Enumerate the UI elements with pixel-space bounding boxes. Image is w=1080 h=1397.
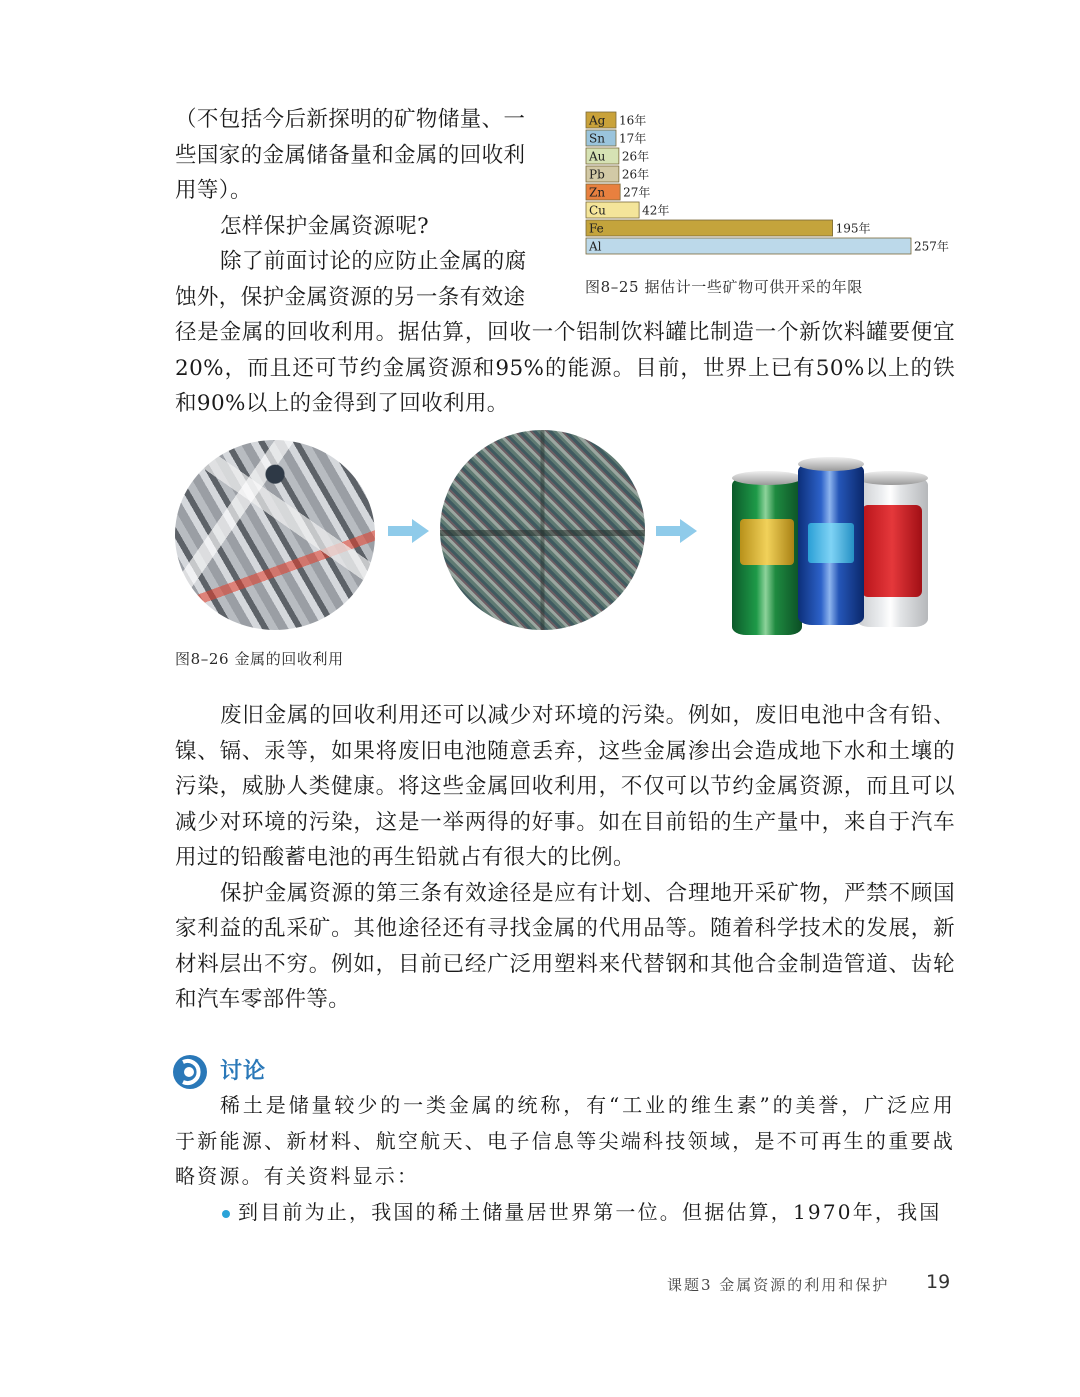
category-label: Au bbox=[589, 149, 606, 164]
category-label: Cu bbox=[589, 203, 606, 218]
red-can bbox=[856, 477, 928, 627]
mining-paragraph: 保护金属资源的第三条有效途径是应有计划、合理地开采矿物，严禁不顾国家利益的乱采矿。其他途径还有寻找金属的代用品等。随着科学技术的发展，新材料层出不穷。例如，目前已经广泛用塑料来代替钢和其他合金制造管道、齿轮和汽车零部件等。 bbox=[175, 880, 955, 1012]
new-cans-photo bbox=[720, 455, 940, 645]
intro-line: （不包括今后新探明的矿物储量、一 bbox=[175, 107, 526, 132]
value-label: 42年 bbox=[642, 203, 670, 218]
mineral-years-bar-chart bbox=[585, 110, 965, 270]
category-label: Pb bbox=[589, 167, 605, 182]
value-label: 257年 bbox=[914, 239, 949, 254]
bullet-dot-icon bbox=[222, 1210, 230, 1218]
intro-line: 用等）。 bbox=[175, 178, 252, 203]
pollution-paragraph: 废旧金属的回收利用还可以减少对环境的污染。例如，废旧电池中含有铅、镍、镉、汞等，如果将废旧电池随意丢弃，这些金属渗出会造成地下水和土壤的污染，威胁人类健康。将这些金属回收利用，不仅可以节约金属资源，而且可以减少对环境的污染，这是一举两得的好事。如在目前铅的生产量中，来自于汽车用过的铅酸蓄电池的再生铅就占有很大的比例。 bbox=[175, 703, 955, 870]
figure-caption: 图8–25 据估计一些矿物可供开采的年限 bbox=[585, 278, 863, 296]
blue-can bbox=[798, 463, 864, 625]
page-number: 19 bbox=[926, 1271, 951, 1293]
paragraph-line: 除了前面讨论的应防止金属的腐 bbox=[220, 249, 527, 274]
category-label: Al bbox=[589, 239, 602, 254]
figure-8-26 bbox=[0, 430, 1080, 680]
bar-al bbox=[586, 238, 911, 254]
category-label: Fe bbox=[589, 221, 604, 236]
value-label: 26年 bbox=[621, 149, 650, 164]
discussion-title: 讨论 bbox=[220, 1059, 267, 1084]
category-label: Sn bbox=[589, 131, 605, 146]
category-label: Zn bbox=[589, 185, 606, 200]
value-label: 195年 bbox=[835, 221, 871, 236]
intro-text bbox=[175, 102, 547, 315]
green-can bbox=[732, 477, 802, 635]
value-label: 26年 bbox=[621, 167, 650, 182]
value-label: 16年 bbox=[619, 113, 647, 128]
category-label: Ag bbox=[589, 113, 606, 128]
question-line: 怎样保护金属资源呢? bbox=[220, 213, 430, 239]
bar-fe bbox=[586, 220, 833, 236]
bullet-text: 到目前为止，我国的稀土储量居世界第一位。但据估算，1970年，我国 bbox=[238, 1199, 942, 1224]
value-label: 27年 bbox=[623, 185, 651, 200]
bullet-item bbox=[175, 1195, 955, 1231]
discussion-body bbox=[175, 1088, 955, 1230]
body-paragraphs bbox=[175, 698, 955, 1018]
compressed-cans-photo bbox=[440, 430, 645, 630]
recycling-paragraph: 径是金属的回收利用。据估算，回收一个铝制饮料罐比制造一个新饮料罐要便宜20%，而且还可节约金属资源和95%的能源。目前，世界上已有50%以上的铁和90%以上的金得到了回收利用。 bbox=[175, 320, 955, 416]
intro-line: 些国家的金属储备量和金属的回收利 bbox=[175, 142, 526, 168]
paragraph-line: 蚀外，保护金属资源的另一条有效途 bbox=[175, 284, 526, 310]
discussion-paragraph: 稀土是储量较少的一类金属的统称，有“工业的维生素”的美誉，广泛应用于新能源、新材料、航空航天、电子信息等尖端科技领域，是不可再生的重要战略资源。有关资料显示： bbox=[175, 1093, 955, 1188]
value-label: 17年 bbox=[619, 131, 647, 146]
discussion-icon bbox=[172, 1054, 208, 1090]
scrap-metal-photo bbox=[175, 440, 375, 630]
footer-chapter-title: 课题3 金属资源的利用和保护 bbox=[667, 1276, 890, 1294]
figure-8-25 bbox=[585, 110, 965, 300]
figure-caption: 图8–26 金属的回收利用 bbox=[175, 650, 344, 668]
